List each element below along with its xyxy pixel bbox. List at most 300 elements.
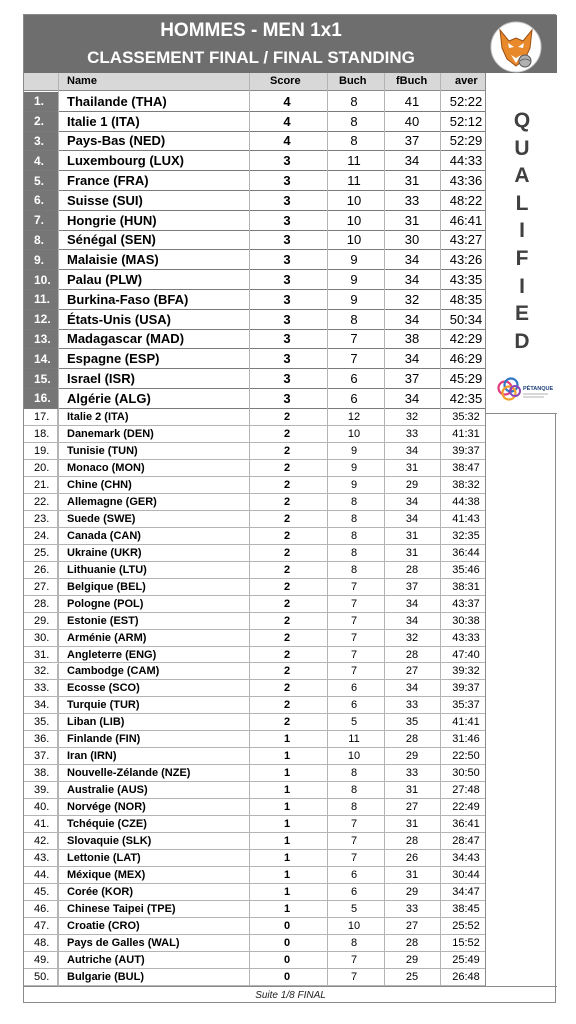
buch-cell: 11 — [347, 173, 361, 189]
table-row — [24, 528, 485, 545]
score-cell: 2 — [283, 665, 291, 678]
buch-cell: 8 — [350, 784, 358, 797]
rank-cell: 17. — [24, 409, 58, 425]
score-cell: 4 — [283, 113, 291, 129]
table-row — [24, 231, 485, 251]
team-name-cell: Autriche (AUT) — [67, 954, 145, 967]
rank-cell: 6. — [24, 191, 58, 210]
rank-cell: 26. — [24, 562, 58, 578]
table-row — [24, 310, 485, 330]
aver-cell: 22:49 — [452, 801, 480, 814]
table-row — [24, 782, 485, 799]
aver-cell: 38:31 — [452, 580, 480, 593]
team-name-cell: Italie 1 (ITA) — [67, 113, 140, 129]
aver-cell: 42:35 — [449, 390, 483, 406]
team-name-cell: Sénégal (SEN) — [67, 232, 156, 248]
buch-cell: 7 — [350, 351, 358, 367]
rank-cell: 30. — [24, 630, 58, 646]
fbuch-cell: 32 — [405, 631, 419, 644]
wolf-club-logo — [490, 21, 542, 73]
table-row — [24, 799, 485, 816]
qualified-label — [486, 107, 558, 355]
aver-cell: 52:29 — [449, 133, 483, 149]
score-cell: 3 — [283, 212, 291, 228]
column-header-name: Name — [67, 75, 97, 87]
buch-cell: 9 — [350, 252, 358, 268]
score-cell: 3 — [283, 371, 291, 387]
score-cell: 3 — [283, 232, 291, 248]
fbuch-cell: 25 — [405, 971, 419, 984]
table-row — [24, 250, 485, 270]
buch-cell: 8 — [350, 495, 358, 508]
aver-cell: 35:46 — [452, 563, 480, 576]
aver-cell: 43:33 — [452, 631, 480, 644]
score-cell: 1 — [283, 852, 291, 865]
aver-cell: 43:36 — [449, 173, 483, 189]
fbuch-cell: 35 — [405, 716, 419, 729]
rank-cell: 40. — [24, 799, 58, 815]
aver-cell: 35:37 — [452, 699, 480, 712]
rank-cell: 27. — [24, 579, 58, 595]
fbuch-cell: 31 — [405, 784, 419, 797]
rank-cell: 18. — [24, 426, 58, 442]
fbuch-cell: 37 — [405, 580, 419, 593]
fbuch-cell: 34 — [404, 390, 420, 406]
column-header-row — [24, 73, 485, 91]
qualified-letter: E — [514, 302, 529, 326]
fbuch-cell: 34 — [405, 495, 419, 508]
score-cell: 3 — [283, 291, 291, 307]
aver-cell: 42:29 — [449, 331, 483, 347]
buch-cell: 8 — [350, 801, 358, 814]
aver-cell: 46:29 — [449, 351, 483, 367]
fbuch-cell: 28 — [405, 648, 419, 661]
table-row — [24, 884, 485, 901]
header-banner — [24, 15, 557, 73]
table-row — [24, 697, 485, 714]
aver-cell: 44:38 — [452, 495, 480, 508]
qualified-letter: I — [519, 274, 525, 298]
column-header-fbuch: fBuch — [396, 75, 428, 87]
table-row — [24, 389, 485, 409]
score-cell: 1 — [283, 869, 291, 882]
aver-cell: 25:49 — [452, 954, 480, 967]
team-name-cell: Cambodge (CAM) — [67, 665, 160, 678]
table-row — [24, 816, 485, 833]
buch-cell: 7 — [350, 614, 358, 627]
fbuch-cell: 28 — [405, 563, 419, 576]
team-name-cell: Madagascar (MAD) — [67, 331, 185, 347]
fbuch-cell: 26 — [405, 852, 419, 865]
column-divider — [58, 73, 59, 986]
qualified-letter: D — [514, 329, 530, 353]
team-name-cell: Israel (ISR) — [67, 371, 135, 387]
buch-cell: 12 — [347, 410, 361, 423]
table-row — [24, 596, 485, 613]
score-cell: 3 — [283, 331, 291, 347]
score-cell: 2 — [283, 648, 291, 661]
fbuch-cell: 29 — [405, 478, 419, 491]
rank-cell: 8. — [24, 231, 58, 250]
table-row — [24, 630, 485, 647]
rank-cell: 14. — [24, 349, 58, 368]
team-name-cell: Luxembourg (LUX) — [67, 153, 184, 169]
rank-cell: 44. — [24, 867, 58, 883]
table-row — [24, 545, 485, 562]
fbuch-cell: 27 — [405, 665, 419, 678]
aver-cell: 48:35 — [449, 291, 483, 307]
table-row — [24, 613, 485, 630]
fbuch-cell: 34 — [404, 272, 420, 288]
team-name-cell: Lettonie (LAT) — [67, 852, 141, 865]
team-name-cell: Lithuanie (LTU) — [67, 563, 147, 576]
buch-cell: 7 — [350, 852, 358, 865]
buch-cell: 8 — [350, 93, 358, 109]
qualified-letter: L — [515, 191, 529, 215]
buch-cell: 10 — [346, 212, 362, 228]
rank-cell: 20. — [24, 460, 58, 476]
team-name-cell: Hongrie (HUN) — [67, 212, 157, 228]
team-name-cell: Bulgarie (BUL) — [67, 971, 144, 984]
team-name-cell: Tunisie (TUN) — [67, 444, 138, 457]
fbuch-cell: 33 — [405, 767, 419, 780]
fbuch-cell: 31 — [405, 461, 419, 474]
fbuch-cell: 28 — [405, 835, 419, 848]
table-row — [24, 270, 485, 290]
buch-cell: 5 — [350, 716, 358, 729]
team-name-cell: Arménie (ARM) — [67, 631, 147, 644]
team-name-cell: Australie (AUS) — [67, 784, 148, 797]
aver-cell: 32:35 — [452, 529, 480, 542]
fbuch-cell: 41 — [404, 93, 420, 109]
team-name-cell: États-Unis (USA) — [67, 311, 172, 327]
aver-cell: 26:48 — [452, 971, 480, 984]
fbuch-cell: 28 — [405, 937, 419, 950]
score-cell: 2 — [283, 410, 291, 423]
buch-cell: 6 — [350, 390, 358, 406]
fbuch-cell: 33 — [405, 903, 419, 916]
team-name-cell: Italie 2 (ITA) — [67, 410, 129, 423]
aver-cell: 31:46 — [452, 733, 480, 746]
buch-cell: 5 — [350, 903, 358, 916]
column-divider — [249, 73, 250, 986]
rank-cell: 25. — [24, 545, 58, 561]
team-name-cell: Algérie (ALG) — [67, 390, 151, 406]
score-cell: 2 — [283, 699, 291, 712]
table-row — [24, 918, 485, 935]
buch-cell: 8 — [350, 113, 358, 129]
buch-cell: 8 — [350, 563, 358, 576]
fbuch-cell: 34 — [405, 597, 419, 610]
rank-cell: 1. — [24, 92, 58, 111]
score-cell: 2 — [283, 580, 291, 593]
table-row — [24, 765, 485, 782]
team-name-cell: Méxique (MEX) — [67, 869, 146, 882]
fbuch-cell: 27 — [405, 920, 419, 933]
score-cell: 1 — [283, 886, 291, 899]
team-name-cell: Malaisie (MAS) — [67, 252, 159, 268]
rank-cell: 34. — [24, 697, 58, 713]
team-name-cell: Suede (SWE) — [67, 512, 136, 525]
aver-cell: 39:32 — [452, 665, 480, 678]
buch-cell: 11 — [347, 153, 361, 169]
score-cell: 2 — [283, 614, 291, 627]
rank-cell: 43. — [24, 850, 58, 866]
fbuch-cell: 34 — [405, 682, 419, 695]
table-row — [24, 680, 485, 697]
aver-cell: 28:47 — [452, 835, 480, 848]
table-row — [24, 935, 485, 952]
aver-cell: 38:32 — [452, 478, 480, 491]
rank-cell: 24. — [24, 528, 58, 544]
column-header-aver: aver — [455, 75, 478, 87]
buch-cell: 7 — [350, 331, 358, 347]
aver-cell: 30:50 — [452, 767, 480, 780]
team-name-cell: Liban (LIB) — [67, 716, 125, 729]
fbuch-cell: 29 — [405, 954, 419, 967]
table-row — [24, 211, 485, 231]
aver-cell: 47:40 — [452, 648, 480, 661]
rank-cell: 31. — [24, 647, 58, 663]
aver-cell: 36:44 — [452, 546, 480, 559]
fbuch-cell: 33 — [405, 427, 419, 440]
score-cell: 4 — [283, 133, 291, 149]
buch-cell: 7 — [350, 648, 358, 661]
table-row — [24, 349, 485, 369]
rank-cell: 15. — [24, 369, 58, 388]
team-name-cell: Estonie (EST) — [67, 614, 139, 627]
score-cell: 2 — [283, 631, 291, 644]
aver-cell: 43:26 — [449, 252, 483, 268]
team-name-cell: France (FRA) — [67, 173, 149, 189]
team-name-cell: Angleterre (ENG) — [67, 648, 157, 661]
table-row — [24, 409, 485, 426]
team-name-cell: Croatie (CRO) — [67, 920, 140, 933]
rank-cell: 22. — [24, 494, 58, 510]
team-name-cell: Canada (CAN) — [67, 529, 141, 542]
table-row — [24, 426, 485, 443]
buch-cell: 8 — [350, 546, 358, 559]
aver-cell: 30:44 — [452, 869, 480, 882]
team-name-cell: Nouvelle-Zélande (NZE) — [67, 767, 191, 780]
rank-cell: 3. — [24, 132, 58, 151]
rank-cell: 29. — [24, 613, 58, 629]
buch-cell: 7 — [350, 580, 358, 593]
table-row — [24, 579, 485, 596]
table-row — [24, 191, 485, 211]
rank-cell: 35. — [24, 714, 58, 730]
buch-cell: 8 — [350, 512, 358, 525]
table-row — [24, 460, 485, 477]
buch-cell: 8 — [350, 529, 358, 542]
team-name-cell: Chine (CHN) — [67, 478, 132, 491]
rank-cell: 10. — [24, 270, 58, 289]
aver-cell: 38:45 — [452, 903, 480, 916]
qualified-letter: F — [515, 246, 529, 270]
table-row — [24, 151, 485, 171]
buch-cell: 7 — [350, 597, 358, 610]
aver-cell: 48:22 — [449, 192, 483, 208]
team-name-cell: Allemagne (GER) — [67, 495, 157, 508]
buch-cell: 7 — [350, 971, 358, 984]
score-cell: 1 — [283, 818, 291, 831]
rank-cell: 46. — [24, 901, 58, 917]
column-header-score: Score — [270, 75, 301, 87]
table-row — [24, 562, 485, 579]
buch-cell: 10 — [347, 427, 361, 440]
aver-cell: 45:29 — [449, 371, 483, 387]
fbuch-cell: 33 — [404, 192, 420, 208]
table-row — [24, 443, 485, 460]
aver-cell: 36:41 — [452, 818, 480, 831]
fbuch-cell: 34 — [404, 311, 420, 327]
team-name-cell: Chinese Taipei (TPE) — [67, 903, 176, 916]
table-row — [24, 867, 485, 884]
team-name-cell: Pays-Bas (NED) — [67, 133, 166, 149]
score-cell: 2 — [283, 682, 291, 695]
fbuch-cell: 31 — [404, 212, 420, 228]
rank-cell: 5. — [24, 171, 58, 190]
score-cell: 1 — [283, 784, 291, 797]
team-name-cell: Burkina-Faso (BFA) — [67, 291, 189, 307]
rank-cell: 39. — [24, 782, 58, 798]
score-cell: 0 — [283, 920, 291, 933]
table-row — [24, 171, 485, 191]
score-cell: 1 — [283, 733, 291, 746]
fbuch-cell: 31 — [405, 818, 419, 831]
fbuch-cell: 30 — [404, 232, 420, 248]
table-row — [24, 748, 485, 765]
team-name-cell: Finlande (FIN) — [67, 733, 141, 746]
rank-cell: 9. — [24, 250, 58, 269]
score-cell: 4 — [283, 93, 291, 109]
team-name-cell: Monaco (MON) — [67, 461, 145, 474]
aver-cell: 50:34 — [449, 311, 483, 327]
fbuch-cell: 31 — [405, 529, 419, 542]
fbuch-cell: 34 — [405, 614, 419, 627]
table-row — [24, 714, 485, 731]
score-cell: 0 — [283, 937, 291, 950]
fbuch-cell: 34 — [405, 512, 419, 525]
aver-cell: 52:12 — [449, 113, 483, 129]
fbuch-cell: 29 — [405, 886, 419, 899]
score-cell: 3 — [283, 351, 291, 367]
table-row — [24, 952, 485, 969]
aver-cell: 15:52 — [452, 937, 480, 950]
buch-cell: 6 — [350, 869, 358, 882]
fbuch-cell: 33 — [405, 699, 419, 712]
aver-cell: 38:47 — [452, 461, 480, 474]
rank-cell: 21. — [24, 477, 58, 493]
buch-cell: 9 — [350, 444, 358, 457]
score-cell: 3 — [283, 252, 291, 268]
table-row — [24, 969, 485, 986]
fbuch-cell: 32 — [404, 291, 420, 307]
rank-cell: 48. — [24, 935, 58, 951]
table-row — [24, 494, 485, 511]
federation-logo-text: PÉTANQUE — [523, 386, 554, 392]
fbuch-cell: 34 — [404, 351, 420, 367]
score-cell: 1 — [283, 903, 291, 916]
team-name-cell: Ukraine (UKR) — [67, 546, 142, 559]
score-cell: 2 — [283, 461, 291, 474]
buch-cell: 6 — [350, 371, 358, 387]
table-row — [24, 369, 485, 389]
score-cell: 2 — [283, 444, 291, 457]
fbuch-cell: 31 — [404, 173, 420, 189]
table-row — [24, 850, 485, 867]
qualified-letter: U — [514, 136, 530, 160]
score-cell: 2 — [283, 529, 291, 542]
qualified-letter: A — [514, 164, 530, 188]
fbuch-cell: 40 — [404, 113, 420, 129]
rank-cell: 28. — [24, 596, 58, 612]
team-name-cell: Belgique (BEL) — [67, 580, 146, 593]
buch-cell: 10 — [347, 920, 361, 933]
score-cell: 3 — [283, 390, 291, 406]
buch-cell: 10 — [346, 192, 362, 208]
fbuch-cell: 31 — [405, 869, 419, 882]
table-row — [24, 833, 485, 850]
aver-cell: 46:41 — [449, 212, 483, 228]
aver-cell: 27:48 — [452, 784, 480, 797]
fbuch-cell: 37 — [404, 133, 420, 149]
rank-cell: 50. — [24, 969, 58, 985]
buch-cell: 6 — [350, 699, 358, 712]
rank-cell: 33. — [24, 680, 58, 696]
aver-cell: 41:31 — [452, 427, 480, 440]
fbuch-cell: 29 — [405, 750, 419, 763]
aver-cell: 25:52 — [452, 920, 480, 933]
table-row — [24, 92, 485, 112]
buch-cell: 10 — [346, 232, 362, 248]
team-name-cell: Norvége (NOR) — [67, 801, 146, 814]
score-cell: 1 — [283, 750, 291, 763]
score-cell: 2 — [283, 597, 291, 610]
aver-cell: 41:43 — [452, 512, 480, 525]
buch-cell: 7 — [350, 665, 358, 678]
buch-cell: 9 — [350, 478, 358, 491]
rank-cell: 49. — [24, 952, 58, 968]
rank-cell: 2. — [24, 112, 58, 131]
column-divider — [327, 73, 328, 986]
aver-cell: 44:33 — [449, 153, 483, 169]
buch-cell: 7 — [350, 631, 358, 644]
score-cell: 2 — [283, 563, 291, 576]
team-name-cell: Thailande (THA) — [67, 93, 167, 109]
rank-cell: 38. — [24, 765, 58, 781]
score-cell: 2 — [283, 546, 291, 559]
table-row — [24, 330, 485, 350]
aver-cell: 34:43 — [452, 852, 480, 865]
aver-cell: 30:38 — [452, 614, 480, 627]
team-name-cell: Pays de Galles (WAL) — [67, 937, 180, 950]
team-name-cell: Slovaquie (SLK) — [67, 835, 152, 848]
buch-cell: 8 — [350, 767, 358, 780]
aver-cell: 34:47 — [452, 886, 480, 899]
rank-cell: 19. — [24, 443, 58, 459]
buch-cell: 6 — [350, 886, 358, 899]
buch-cell: 11 — [348, 733, 360, 746]
rank-cell: 11. — [24, 290, 58, 309]
buch-cell: 8 — [350, 937, 358, 950]
score-cell: 1 — [283, 801, 291, 814]
table-row — [24, 731, 485, 748]
score-cell: 3 — [283, 173, 291, 189]
buch-cell: 8 — [350, 133, 358, 149]
score-cell: 1 — [283, 835, 291, 848]
rank-cell: 41. — [24, 816, 58, 832]
